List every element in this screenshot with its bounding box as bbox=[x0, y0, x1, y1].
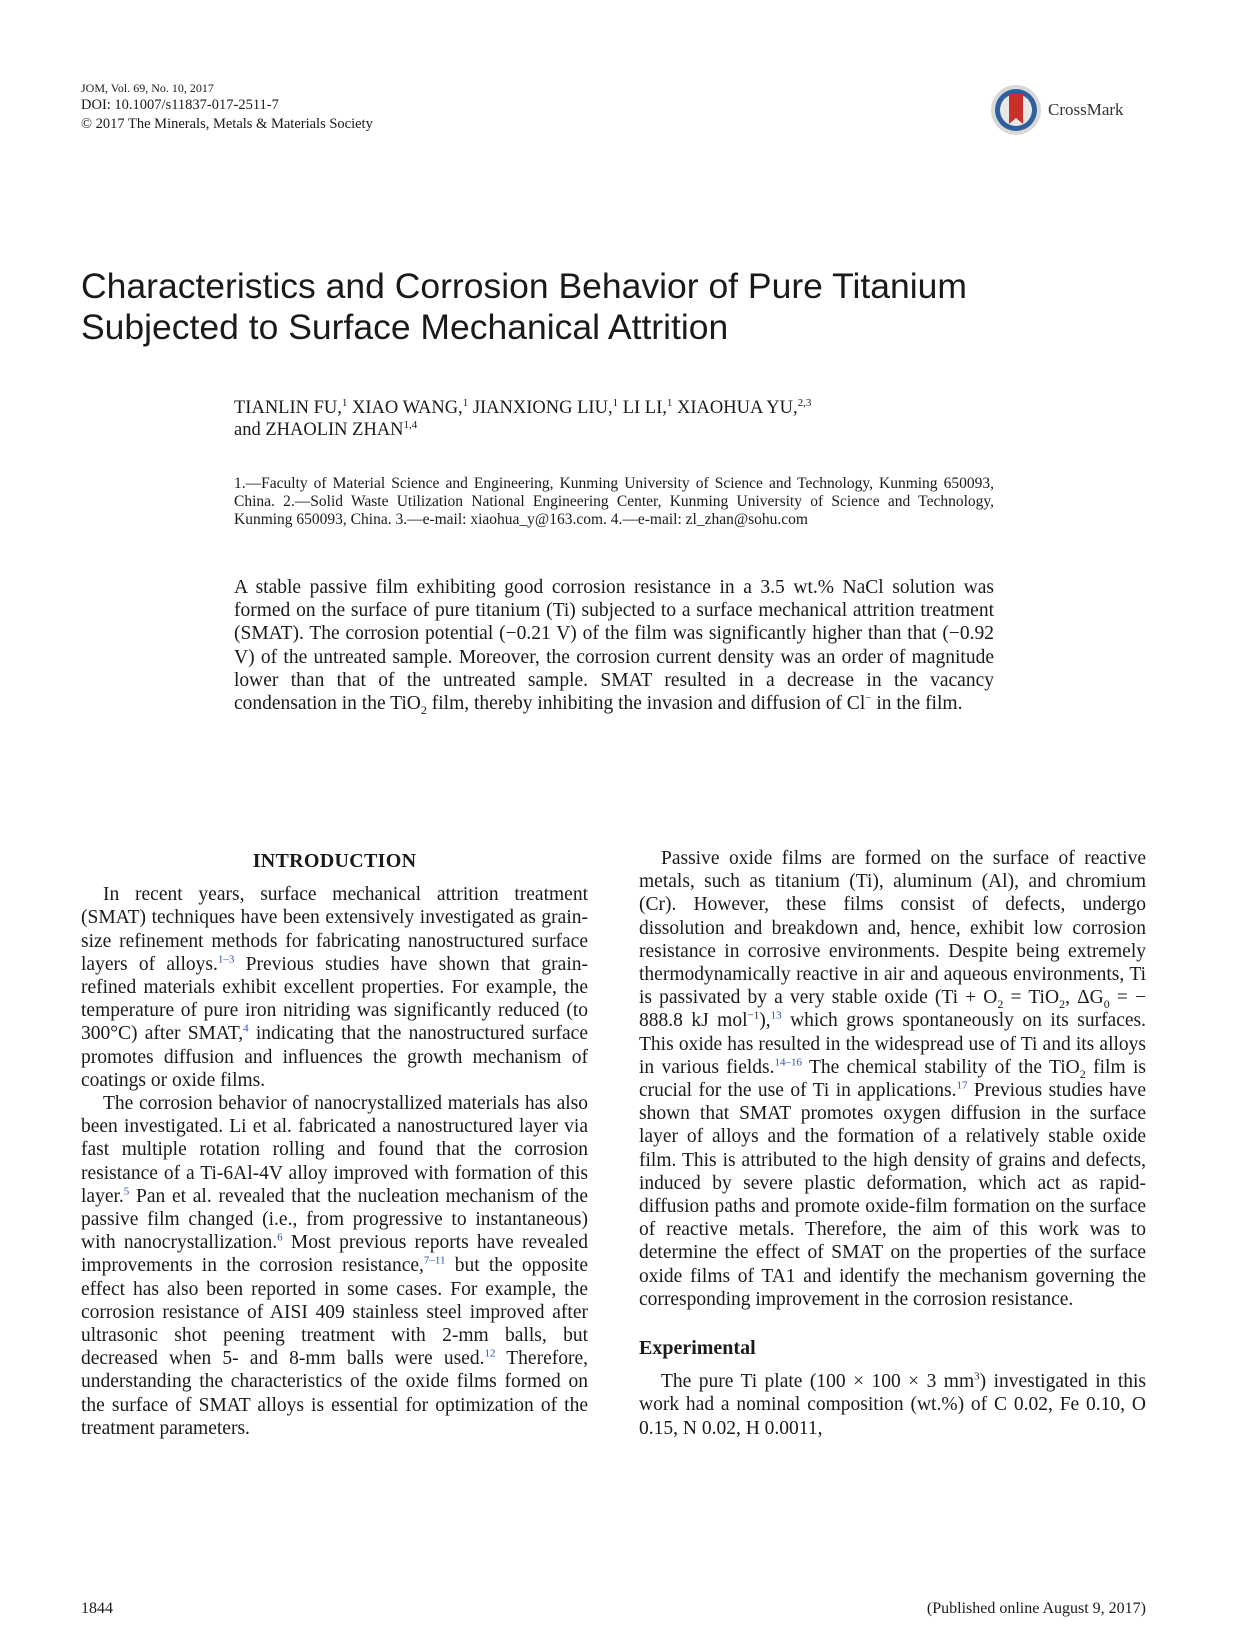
journal-citation: JOM, Vol. 69, No. 10, 2017 bbox=[81, 81, 214, 95]
author-sup: 1 bbox=[462, 396, 469, 409]
paragraph-text: indicating that the nanostructured surface promotes diffusion and influences the growth mechanism of coatings or oxide films. bbox=[81, 1023, 588, 1091]
paragraph-text: Passive oxide films are formed on the surface of reactive metals, such as titanium (Ti), aluminum (Al), and chromium (Cr). However, these films consist of defects, undergo dissolution and breakdown and, hence, exhibit low corrosion resistance in corrosive environments. Despite being extremely thermodynamically reactive in air and aqueous environments, Ti is passivated by a very stable oxide (Ti + O bbox=[639, 848, 1146, 1009]
paragraph bbox=[639, 847, 1146, 1311]
paragraph-text: film is crucial for the use of Ti in applications. bbox=[639, 1056, 1146, 1102]
author: LI LI, bbox=[618, 398, 667, 418]
superscript: −1 bbox=[747, 1009, 760, 1022]
paragraph bbox=[81, 1092, 588, 1440]
left-column bbox=[81, 850, 588, 1440]
citation-link[interactable]: 13 bbox=[770, 1009, 782, 1022]
section-heading-experimental: Experimental bbox=[639, 1337, 756, 1360]
article-title: Characteristics and Corrosion Behavior of Pure Titanium Subjected to Surface Mechanical Attrition bbox=[81, 266, 967, 347]
paragraph bbox=[81, 883, 588, 1092]
citation-link[interactable]: 4 bbox=[243, 1022, 249, 1035]
abstract-text: A stable passive film exhibiting good corrosion resistance in a 3.5 wt.% NaCl solution was formed on the surface of pure titanium (Ti) subjected to a surface mechanical attrition treatment (SMAT). The corrosion potential (−0.21 V) of the film was significantly higher than that (−0.92 V) of the untreated sample. Moreover, the corrosion current density was an order of magnitude lower than that of the untreated sample. SMAT resulted in a decrease in the vacancy condensation in the TiO bbox=[234, 577, 994, 715]
section-heading-introduction: INTRODUCTION bbox=[252, 850, 417, 872]
right-column bbox=[639, 847, 1146, 1440]
subscript: 2 bbox=[420, 702, 427, 717]
paragraph-text: The chemical stability of the TiO bbox=[802, 1056, 1080, 1078]
author-sup: 1 bbox=[612, 396, 619, 409]
superscript: − bbox=[865, 692, 872, 705]
author: XIAO WANG, bbox=[347, 398, 463, 418]
citation-link[interactable]: 1–3 bbox=[217, 953, 235, 966]
crossmark-label: CrossMark bbox=[1048, 100, 1124, 119]
paragraph-text: , ΔG bbox=[1065, 987, 1104, 1009]
subscript: 0 bbox=[1103, 997, 1110, 1012]
author-sup: 1,4 bbox=[403, 418, 418, 431]
doi-link[interactable]: DOI: 10.1007/s11837-017-2511-7 bbox=[81, 97, 279, 113]
author-sup: 1 bbox=[341, 396, 348, 409]
paragraph-text: Previous studies have shown that SMAT promotes oxygen diffusion in the surface layer of alloys and the formation of a relatively stable oxide film. This is attributed to the high density of grains and defects, induced by severe plastic deformation, which act as rapid-diffusion paths and promote oxide-film formation on the surface of reactive metals. Therefore, the aim of this work was to determine the effect of SMAT on the properties of the surface oxide films of TA1 and identify the mechanism governing the corresponding improvement in the corrosion resistance. bbox=[639, 1080, 1146, 1310]
paragraph-text: In recent years, surface mechanical attrition treatment (SMAT) techniques have been extensively investigated as grain-size refinement methods for fabricating nanostructured surface layers of alloys. bbox=[81, 884, 588, 975]
abstract bbox=[234, 576, 994, 715]
paragraph-text: which grows spontaneously on its surfaces. This oxide has resulted in the widespread use of Ti and its alloys in various fields. bbox=[639, 1010, 1146, 1078]
crossmark-badge[interactable] bbox=[990, 84, 1124, 136]
paragraph-text: but the opposite effect has also been reported in some cases. For example, the corrosion resistance of AISI 409 stainless steel improved after ultrasonic shot peening treatment with 2-mm balls, but decreased when 5- and 8-mm balls were used. bbox=[81, 1255, 588, 1370]
affiliations: 1.—Faculty of Material Science and Engineering, Kunming University of Science and Technology, Kunming 650093, China. 2.—Solid Waste Utilization National Engineering Center, Kunming University of Science and Technology, Kunming 650093, China. 3.—e-mail: xiaohua_y@163.com. 4.—e-mail: zl_zhan@sohu.com bbox=[234, 475, 994, 528]
subscript: 2 bbox=[1059, 997, 1066, 1012]
paragraph-text: Therefore, understanding the characteristics of the oxide films formed on the surface of SMAT alloys is essential for optimization of the treatment parameters. bbox=[81, 1348, 588, 1439]
author: TIANLIN FU, bbox=[234, 398, 342, 418]
paragraph-text: ), bbox=[759, 1010, 771, 1032]
superscript: 3 bbox=[974, 1370, 980, 1383]
paragraph-text: = − 888.8 kJ mol bbox=[639, 987, 1147, 1032]
citation-link[interactable]: 7–11 bbox=[423, 1254, 446, 1267]
abstract-text: in the film. bbox=[871, 693, 963, 715]
paragraph-text: ) investigated in this work had a nominal composition (wt.%) of C 0.02, Fe 0.10, O 0.15, N 0.02, H 0.0011, bbox=[639, 1371, 1147, 1439]
subscript: 2 bbox=[997, 997, 1004, 1012]
published-date: (Published online August 9, 2017) bbox=[926, 1600, 1146, 1617]
paragraph-text: Previous studies have shown that grain-refined materials exhibit excellent properties. For example, the temperature of pure iron nitriding was significantly reduced (to 300°C) after SMAT, bbox=[81, 953, 588, 1045]
citation-link[interactable]: 5 bbox=[123, 1185, 130, 1198]
journal-meta bbox=[81, 80, 373, 134]
paragraph-text: Pan et al. revealed that the nucleation mechanism of the passive film changed (i.e., from progressive to instantaneous) with nanocrystallization. bbox=[81, 1185, 588, 1254]
citation-link[interactable]: 12 bbox=[484, 1347, 496, 1360]
abstract-text: film, thereby inhibiting the invasion and diffusion of Cl bbox=[426, 693, 866, 715]
paragraph bbox=[639, 1370, 1146, 1440]
author: and ZHAOLIN ZHAN bbox=[234, 420, 404, 440]
citation-link[interactable]: 14–16 bbox=[774, 1056, 802, 1069]
subscript: 2 bbox=[1079, 1066, 1086, 1081]
paragraph-text: The pure Ti plate (100 × 100 × 3 mm bbox=[661, 1371, 975, 1393]
paragraph-text: The corrosion behavior of nanocrystallized materials has also been investigated. Li et al. fabricated a nanostructured layer via fast multiple rotation rolling and found that the corrosion resistance of a Ti-6Al-4V alloy improved with formation of this layer. bbox=[81, 1093, 588, 1207]
copyright-line: © 2017 The Minerals, Metals & Materials Society bbox=[81, 116, 373, 132]
page-number: 1844 bbox=[81, 1600, 113, 1617]
author-sup: 2,3 bbox=[797, 396, 812, 409]
paragraph-text: Most previous reports have revealed improvements in the corrosion resistance, bbox=[81, 1232, 588, 1277]
author-list bbox=[234, 397, 1014, 441]
author: JIANXIONG LIU, bbox=[468, 398, 613, 418]
paragraph-text: = TiO bbox=[1003, 987, 1060, 1009]
author-sup: 1 bbox=[666, 396, 673, 409]
author: XIAOHUA YU, bbox=[672, 398, 798, 418]
crossmark-icon bbox=[990, 84, 1042, 136]
citation-link[interactable]: 6 bbox=[277, 1231, 283, 1244]
citation-link[interactable]: 17 bbox=[956, 1079, 968, 1092]
